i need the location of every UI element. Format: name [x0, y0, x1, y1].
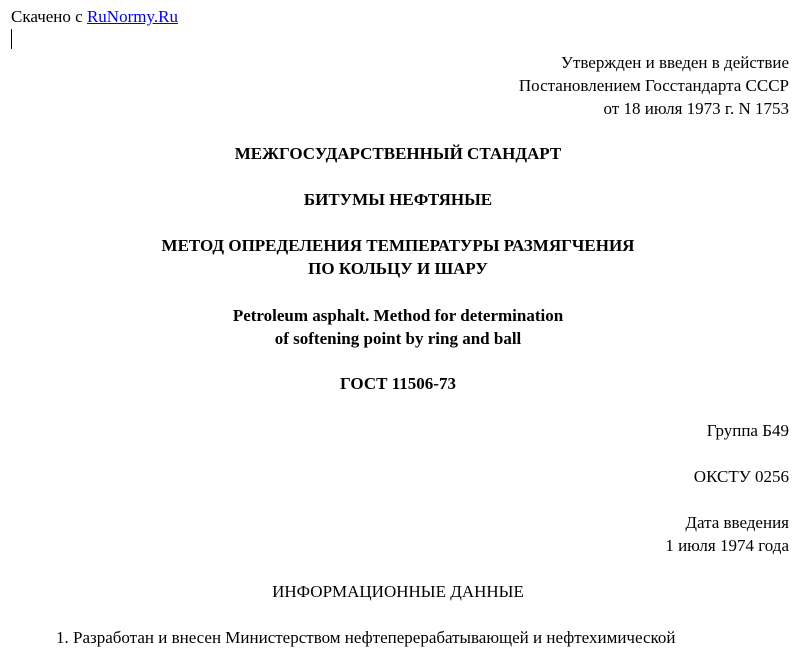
source-line [11, 5, 178, 28]
okstu-code: ОКСТУ 0256 [693, 467, 789, 486]
date-label: Дата введения [685, 513, 789, 532]
date-value: 1 июля 1974 года [665, 536, 789, 555]
approval-block [519, 51, 789, 120]
english-title-line: of softening point by ring and ball [274, 329, 522, 348]
approval-line: от 18 июля 1973 г. N 1753 [603, 99, 789, 118]
english-title-line: Petroleum asphalt. Method for determination [232, 306, 564, 325]
english-title [0, 304, 796, 350]
introduction-date [665, 511, 789, 557]
method-title-line: ПО КОЛЬЦУ И ШАРУ [308, 259, 488, 278]
source-link[interactable]: RuNormy.Ru [86, 7, 178, 26]
method-title [0, 234, 796, 280]
gost-number: ГОСТ 11506-73 [340, 374, 456, 393]
method-title-line: МЕТОД ОПРЕДЕЛЕНИЯ ТЕМПЕРАТУРЫ РАЗМЯГЧЕНИЯ [161, 236, 635, 255]
approval-line: Утвержден и введен в действие [560, 53, 789, 72]
source-prefix: Скачено с [11, 7, 87, 26]
group-code: Группа Б49 [706, 421, 789, 440]
approval-line: Постановлением Госстандарта СССР [518, 76, 789, 95]
info-heading: ИНФОРМАЦИОННЫЕ ДАННЫЕ [272, 582, 524, 601]
info-paragraph: 1. Разработан и внесен Министерством нефтеперерабатывающей и нефтехимической [56, 628, 676, 647]
text-cursor [11, 29, 12, 49]
product-heading: БИТУМЫ НЕФТЯНЫЕ [303, 190, 493, 209]
standard-type-heading: МЕЖГОСУДАРСТВЕННЫЙ СТАНДАРТ [234, 144, 562, 163]
